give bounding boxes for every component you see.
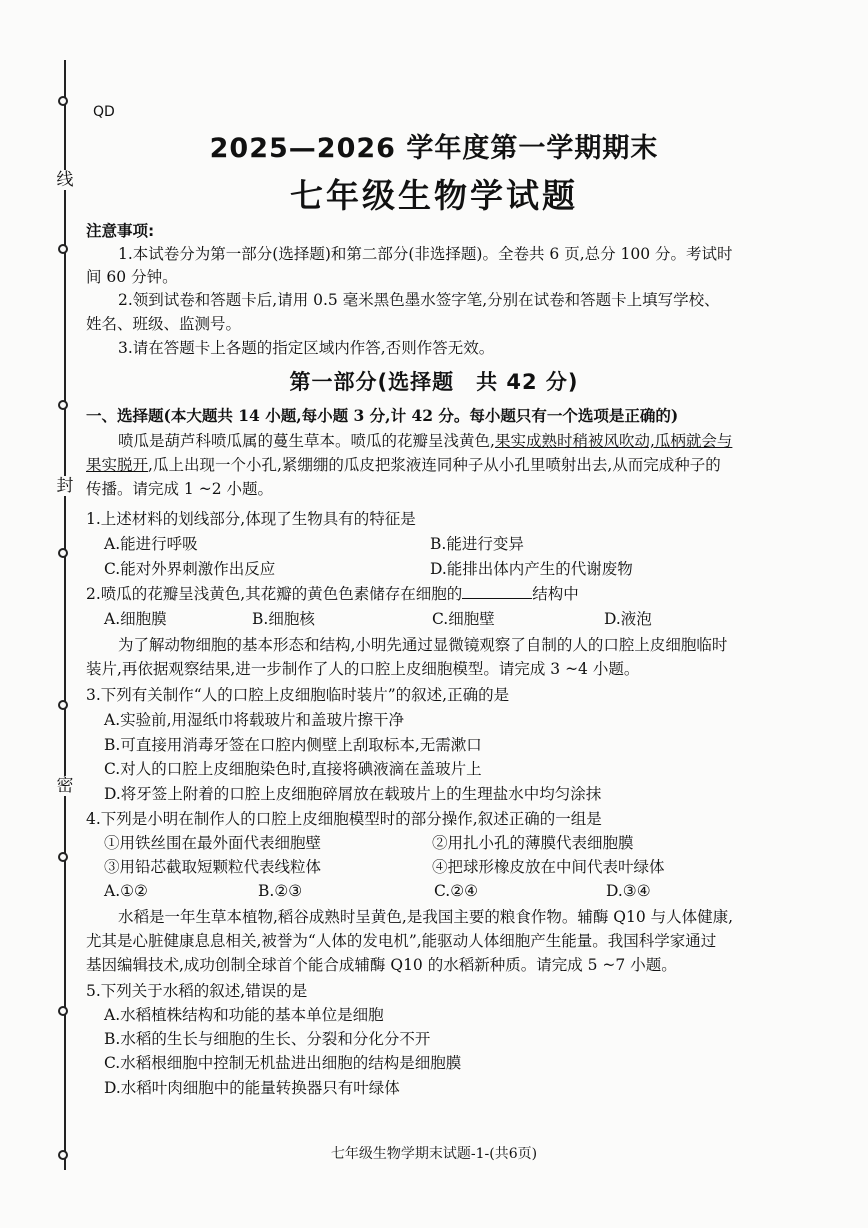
q4-item-4: ④把球形橡皮放在中间代表叶绿体 bbox=[432, 858, 665, 876]
q1-option-d[interactable]: D.能排出体内产生的代谢废物 bbox=[430, 560, 633, 578]
notice-item-3: 3.请在答题卡上各题的指定区域内作答,否则作答无效。 bbox=[118, 339, 495, 357]
cut-mark bbox=[58, 700, 68, 710]
answer-blank bbox=[462, 584, 532, 599]
cut-mark bbox=[58, 852, 68, 862]
material-2-line-2: 装片,再依据观察结果,进一步制作了人的口腔上皮细胞模型。请完成 3 ~4 小题。 bbox=[86, 660, 640, 678]
q4-item-3: ③用铅芯截取短颗粒代表线粒体 bbox=[104, 858, 322, 876]
q2-option-d[interactable]: D.液泡 bbox=[604, 610, 652, 628]
q4-option-b[interactable]: B.②③ bbox=[258, 882, 303, 900]
q3-option-d[interactable]: D.将牙签上附着的口腔上皮细胞碎屑放在载玻片上的生理盐水中均匀涂抹 bbox=[104, 785, 602, 803]
q4-option-d[interactable]: D.③④ bbox=[606, 882, 651, 900]
q4-option-a[interactable]: A.①② bbox=[104, 882, 148, 900]
cut-mark bbox=[58, 548, 68, 558]
material-3-line-2: 尤其是心脏健康息息相关,被誉为“人体的发电机”,能驱动人体细胞产生能量。我国科学家通过 bbox=[86, 932, 717, 950]
q5-option-b[interactable]: B.水稻的生长与细胞的生长、分裂和分化分不开 bbox=[104, 1030, 431, 1048]
q4-item-1: ①用铁丝围在最外面代表细胞壁 bbox=[104, 834, 322, 852]
material-3-line-3: 基因编辑技术,成功创制全球首个能合成辅酶 Q10 的水稻新种质。请完成 5 ~7 小题。 bbox=[86, 956, 677, 974]
question-1-stem: 1.上述材料的划线部分,体现了生物具有的特征是 bbox=[86, 510, 416, 528]
exam-term-title: 2025—2026 学年度第一学期期末 bbox=[209, 133, 659, 164]
page-footer: 七年级生物学期末试题-1-(共6页) bbox=[330, 1146, 538, 1162]
q3-option-a[interactable]: A.实验前,用湿纸巾将载玻片和盖玻片擦干净 bbox=[104, 711, 405, 729]
cut-mark bbox=[58, 400, 68, 410]
material-1-line-2: 果实脱开,瓜上出现一个小孔,紧绷绷的瓜皮把浆液连同种子从小孔里喷射出去,从而完成种子的 bbox=[86, 456, 721, 474]
cut-mark bbox=[58, 1006, 68, 1016]
cut-mark bbox=[58, 244, 68, 254]
notice-item-2: 2.领到试卷和答题卡后,请用 0.5 毫米黑色墨水签字笔,分别在试卷和答题卡上填写学校、 bbox=[118, 291, 720, 309]
margin-label-feng: 封 bbox=[56, 476, 74, 496]
q4-item-2: ②用扎小孔的薄膜代表细胞膜 bbox=[432, 834, 634, 852]
cut-mark bbox=[58, 96, 68, 106]
underlined-text: 果实成熟时稍被风吹动,瓜柄就会与 bbox=[494, 432, 733, 450]
q5-option-d[interactable]: D.水稻叶肉细胞中的能量转换器只有叶绿体 bbox=[104, 1079, 400, 1097]
underlined-text: 果实脱开 bbox=[86, 456, 149, 474]
binding-line bbox=[64, 60, 66, 1170]
question-2-stem: 2.喷瓜的花瓣呈浅黄色,其花瓣的黄色色素储存在细胞的 结构中 bbox=[86, 585, 579, 603]
section-instruction: 一、选择题(本大题共 14 小题,每小题 3 分,计 42 分。每小题只有一个选项是正确的) bbox=[86, 406, 679, 425]
paper-code: QD bbox=[93, 104, 115, 120]
notice-item-1-cont: 间 60 分钟。 bbox=[86, 268, 178, 286]
q3-option-b[interactable]: B.可直接用消毒牙签在口腔内侧壁上刮取标本,无需漱口 bbox=[104, 736, 482, 754]
margin-label-xian: 线 bbox=[56, 170, 74, 190]
q5-option-c[interactable]: C.水稻根细胞中控制无机盐进出细胞的结构是细胞膜 bbox=[104, 1054, 462, 1072]
notice-item-1: 1.本试卷分为第一部分(选择题)和第二部分(非选择题)。全卷共 6 页,总分 100 分。考试时 bbox=[118, 245, 733, 263]
q2-option-b[interactable]: B.细胞核 bbox=[252, 610, 315, 628]
question-3-stem: 3.下列有关制作“人的口腔上皮细胞临时装片”的叙述,正确的是 bbox=[86, 686, 510, 704]
exam-subject-title: 七年级生物学试题 bbox=[290, 176, 578, 215]
material-2-line-1: 为了解动物细胞的基本形态和结构,小明先通过显微镜观察了自制的人的口腔上皮细胞临时 bbox=[118, 636, 728, 654]
q2-option-a[interactable]: A.细胞膜 bbox=[104, 610, 167, 628]
q2-option-c[interactable]: C.细胞壁 bbox=[432, 610, 495, 628]
notice-item-2-cont: 姓名、班级、监测号。 bbox=[86, 315, 242, 333]
q5-option-a[interactable]: A.水稻植株结构和功能的基本单位是细胞 bbox=[104, 1006, 384, 1024]
margin-label-mi: 密 bbox=[56, 776, 74, 796]
section-title: 第一部分(选择题 共 42 分) bbox=[289, 370, 579, 394]
question-5-stem: 5.下列关于水稻的叙述,错误的是 bbox=[86, 982, 308, 1000]
q3-option-c[interactable]: C.对人的口腔上皮细胞染色时,直接将碘液滴在盖玻片上 bbox=[104, 760, 482, 778]
q1-option-a[interactable]: A.能进行呼吸 bbox=[104, 535, 198, 553]
question-4-stem: 4.下列是小明在制作人的口腔上皮细胞模型时的部分操作,叙述正确的一组是 bbox=[86, 810, 602, 828]
q1-option-b[interactable]: B.能进行变异 bbox=[430, 535, 524, 553]
q1-option-c[interactable]: C.能对外界刺激作出反应 bbox=[104, 560, 276, 578]
notice-heading: 注意事项: bbox=[86, 222, 155, 240]
q4-option-c[interactable]: C.②④ bbox=[434, 882, 479, 900]
material-1-line-1: 喷瓜是葫芦科喷瓜属的蔓生草本。喷瓜的花瓣呈浅黄色,果实成熟时稍被风吹动,瓜柄就会与 bbox=[118, 432, 733, 450]
material-1-line-3: 传播。请完成 1 ~2 小题。 bbox=[86, 480, 273, 498]
material-3-line-1: 水稻是一年生草本植物,稻谷成熟时呈黄色,是我国主要的粮食作物。辅酶 Q10 与人体健康, bbox=[118, 908, 734, 926]
